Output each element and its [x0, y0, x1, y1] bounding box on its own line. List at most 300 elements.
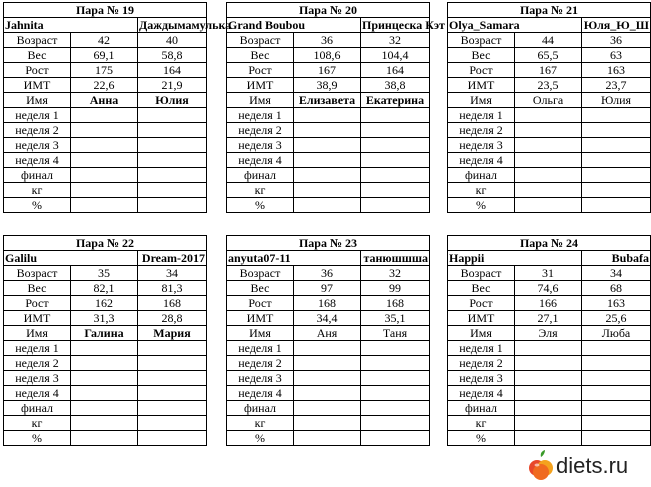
row-label: неделя 3 [227, 371, 294, 386]
row-label: % [227, 431, 294, 446]
row-label: ИМТ [4, 311, 71, 326]
row-weight [4, 281, 207, 296]
row-label: кг [448, 416, 515, 431]
value-cell-2 [138, 341, 207, 356]
name-1: Галина [71, 326, 138, 341]
value-1: 74,6 [515, 281, 582, 296]
value-cell-1 [294, 341, 361, 356]
row-label: неделя 2 [448, 356, 515, 371]
value-cell-1 [294, 138, 361, 153]
value-1: 22,6 [71, 78, 138, 93]
value-2: 25,6 [582, 311, 651, 326]
value-cell-2 [361, 153, 430, 168]
pair-table-4 [3, 235, 206, 446]
row-label: неделя 1 [448, 341, 515, 356]
value-1: 97 [294, 281, 361, 296]
row-label: ИМТ [448, 311, 515, 326]
value-cell-1 [515, 416, 582, 431]
value-1: 166 [515, 296, 582, 311]
row-label: ИМТ [448, 78, 515, 93]
nickname-1: Happii [448, 251, 582, 266]
row-label: неделя 2 [227, 123, 294, 138]
value-cell-1 [294, 431, 361, 446]
value-1: 108,6 [294, 48, 361, 63]
value-2: 34 [138, 266, 207, 281]
row-name [227, 93, 430, 108]
row-label: Имя [4, 93, 71, 108]
value-2: 164 [361, 63, 430, 78]
pair-grid [3, 235, 207, 446]
row-label: неделя 4 [4, 386, 71, 401]
row-label: Возраст [227, 33, 294, 48]
row-age [227, 33, 430, 48]
value-cell-1 [71, 183, 138, 198]
value-cell-1 [71, 153, 138, 168]
nickname-2: Юля_Ю_Ш [582, 18, 651, 33]
row-label: неделя 3 [448, 138, 515, 153]
row-label: неделя 1 [227, 341, 294, 356]
row-height [448, 296, 651, 311]
pair-title: Пара № 19 [4, 3, 207, 18]
row-label: Имя [448, 93, 515, 108]
row-bmi [4, 78, 207, 93]
value-1: 175 [71, 63, 138, 78]
row-height [4, 63, 207, 78]
row-kg [227, 183, 430, 198]
value-1: 168 [294, 296, 361, 311]
name-2: Таня [361, 326, 430, 341]
value-cell-1 [71, 416, 138, 431]
row-week4 [448, 386, 651, 401]
value-2: 168 [138, 296, 207, 311]
value-cell-2 [361, 198, 430, 213]
row-week4 [448, 153, 651, 168]
value-cell-2 [361, 168, 430, 183]
row-final [448, 401, 651, 416]
value-cell-2 [361, 416, 430, 431]
value-cell-2 [138, 123, 207, 138]
row-height [227, 296, 430, 311]
value-cell-2 [138, 138, 207, 153]
value-cell-1 [515, 108, 582, 123]
value-cell-1 [515, 123, 582, 138]
row-label: неделя 1 [4, 341, 71, 356]
name-1: Ольга [515, 93, 582, 108]
row-label: Имя [227, 326, 294, 341]
value-1: 27,1 [515, 311, 582, 326]
value-cell-2 [361, 123, 430, 138]
row-label: Вес [4, 48, 71, 63]
value-cell-2 [138, 416, 207, 431]
row-label: ИМТ [4, 78, 71, 93]
row-week1 [4, 108, 207, 123]
row-label: неделя 3 [4, 371, 71, 386]
value-cell-1 [294, 108, 361, 123]
value-cell-1 [515, 168, 582, 183]
value-cell-2 [361, 356, 430, 371]
row-week2 [448, 356, 651, 371]
value-cell-2 [138, 108, 207, 123]
row-age [448, 33, 651, 48]
row-label: неделя 1 [4, 108, 71, 123]
row-age [4, 266, 207, 281]
value-cell-2 [582, 168, 651, 183]
row-week1 [227, 341, 430, 356]
row-final [227, 168, 430, 183]
value-cell-1 [294, 401, 361, 416]
value-cell-1 [294, 198, 361, 213]
pair-title: Пара № 22 [4, 236, 207, 251]
value-1: 35 [71, 266, 138, 281]
row-label: Рост [227, 296, 294, 311]
value-cell-2 [582, 108, 651, 123]
row-height [227, 63, 430, 78]
value-cell-1 [294, 371, 361, 386]
value-cell-2 [582, 198, 651, 213]
value-2: 40 [138, 33, 207, 48]
row-pct [448, 198, 651, 213]
row-week1 [227, 108, 430, 123]
value-cell-1 [294, 416, 361, 431]
row-label: кг [448, 183, 515, 198]
row-final [448, 168, 651, 183]
value-cell-2 [582, 153, 651, 168]
row-label: Рост [448, 63, 515, 78]
row-label: неделя 4 [448, 153, 515, 168]
value-cell-2 [138, 371, 207, 386]
value-cell-1 [71, 123, 138, 138]
row-label: Возраст [448, 33, 515, 48]
row-age [448, 266, 651, 281]
value-cell-2 [138, 401, 207, 416]
value-2: 28,8 [138, 311, 207, 326]
value-2: 163 [582, 63, 651, 78]
row-label: Вес [227, 48, 294, 63]
value-cell-1 [515, 183, 582, 198]
row-label: неделя 4 [4, 153, 71, 168]
row-bmi [448, 78, 651, 93]
value-cell-1 [71, 431, 138, 446]
value-2: 32 [361, 266, 430, 281]
row-label: Вес [4, 281, 71, 296]
value-1: 167 [294, 63, 361, 78]
value-cell-2 [582, 401, 651, 416]
value-2: 104,4 [361, 48, 430, 63]
value-1: 34,4 [294, 311, 361, 326]
value-1: 38,9 [294, 78, 361, 93]
row-label: неделя 1 [448, 108, 515, 123]
value-2: 35,1 [361, 311, 430, 326]
value-cell-1 [515, 431, 582, 446]
value-2: 23,7 [582, 78, 651, 93]
nickname-1: Galilu [4, 251, 138, 266]
value-cell-2 [582, 416, 651, 431]
row-label: неделя 3 [448, 371, 515, 386]
value-cell-1 [71, 371, 138, 386]
pair-grid [447, 2, 651, 213]
row-label: Возраст [4, 33, 71, 48]
row-week2 [4, 123, 207, 138]
row-pct [4, 431, 207, 446]
row-label: % [4, 431, 71, 446]
value-1: 82,1 [71, 281, 138, 296]
row-week2 [227, 123, 430, 138]
value-cell-2 [361, 371, 430, 386]
row-final [4, 168, 207, 183]
value-2: 164 [138, 63, 207, 78]
value-1: 69,1 [71, 48, 138, 63]
row-kg [448, 416, 651, 431]
pair-grid [226, 235, 430, 446]
name-2: Люба [582, 326, 651, 341]
value-cell-1 [71, 356, 138, 371]
value-2: 81,3 [138, 281, 207, 296]
value-cell-1 [294, 183, 361, 198]
value-1: 36 [294, 266, 361, 281]
row-height [448, 63, 651, 78]
value-cell-1 [294, 386, 361, 401]
row-label: неделя 3 [227, 138, 294, 153]
pair-title: Пара № 21 [448, 3, 651, 18]
value-cell-1 [515, 153, 582, 168]
row-label: неделя 3 [4, 138, 71, 153]
pair-table-1 [3, 2, 232, 213]
row-label: неделя 2 [448, 123, 515, 138]
row-label: неделя 4 [227, 153, 294, 168]
value-2: 58,8 [138, 48, 207, 63]
value-cell-1 [515, 401, 582, 416]
row-age [227, 266, 430, 281]
value-cell-1 [515, 371, 582, 386]
row-week3 [448, 138, 651, 153]
name-1: Эля [515, 326, 582, 341]
row-label: кг [4, 416, 71, 431]
row-kg [4, 183, 207, 198]
row-pct [448, 431, 651, 446]
row-pct [4, 198, 207, 213]
row-label: финал [448, 401, 515, 416]
row-week2 [448, 123, 651, 138]
row-week1 [448, 108, 651, 123]
row-label: Вес [448, 48, 515, 63]
value-cell-1 [294, 153, 361, 168]
name-2: Мария [138, 326, 207, 341]
row-label: финал [227, 168, 294, 183]
row-pct [227, 431, 430, 446]
value-cell-1 [294, 356, 361, 371]
value-1: 36 [294, 33, 361, 48]
value-2: 63 [582, 48, 651, 63]
value-cell-1 [515, 198, 582, 213]
value-cell-1 [71, 198, 138, 213]
nickname-2: Принцеска Кэт [362, 18, 445, 32]
nickname-1: Olya_Samara [448, 18, 582, 33]
value-1: 23,5 [515, 78, 582, 93]
row-week2 [4, 356, 207, 371]
row-label: Имя [227, 93, 294, 108]
row-week1 [448, 341, 651, 356]
row-label: Рост [448, 296, 515, 311]
pair-table-6 [447, 235, 650, 446]
apple-icon [528, 450, 554, 482]
pair-grid [226, 2, 445, 213]
name-1: Аня [294, 326, 361, 341]
value-cell-2 [138, 386, 207, 401]
nickname-1: anyuta07-11 [227, 251, 361, 266]
row-label: Возраст [448, 266, 515, 281]
row-label: финал [227, 401, 294, 416]
value-cell-2 [138, 198, 207, 213]
value-cell-1 [71, 138, 138, 153]
row-weight [448, 281, 651, 296]
value-cell-2 [138, 168, 207, 183]
row-label: кг [227, 416, 294, 431]
value-1: 162 [71, 296, 138, 311]
name-2: Юлия [582, 93, 651, 108]
row-label: ИМТ [227, 311, 294, 326]
value-cell-2 [361, 138, 430, 153]
pair-table-2 [226, 2, 445, 213]
row-weight [4, 48, 207, 63]
value-2: 32 [361, 33, 430, 48]
value-2: 99 [361, 281, 430, 296]
value-cell-2 [361, 431, 430, 446]
row-bmi [227, 311, 430, 326]
row-name [227, 326, 430, 341]
row-final [4, 401, 207, 416]
nickname-2: Dream-2017 [138, 251, 207, 266]
nickname-2: танюшшша [361, 251, 430, 266]
row-weight [227, 281, 430, 296]
row-week4 [4, 386, 207, 401]
row-week4 [227, 386, 430, 401]
value-cell-1 [515, 386, 582, 401]
value-2: 38,8 [361, 78, 430, 93]
value-cell-1 [71, 401, 138, 416]
row-label: Вес [227, 281, 294, 296]
row-label: неделя 2 [4, 123, 71, 138]
value-cell-2 [138, 183, 207, 198]
value-2: 68 [582, 281, 651, 296]
value-2: 36 [582, 33, 651, 48]
row-label: неделя 1 [227, 108, 294, 123]
value-cell-1 [515, 341, 582, 356]
row-name [448, 326, 651, 341]
value-cell-2 [138, 153, 207, 168]
value-2: 21,9 [138, 78, 207, 93]
row-week2 [227, 356, 430, 371]
diets-logo [528, 446, 646, 484]
row-week3 [4, 138, 207, 153]
value-1: 31 [515, 266, 582, 281]
name-1: Елизавета [294, 93, 361, 108]
row-age [4, 33, 207, 48]
value-2: 34 [582, 266, 651, 281]
name-2: Екатерина [361, 93, 430, 108]
row-label: кг [4, 183, 71, 198]
pair-title: Пара № 20 [227, 3, 430, 18]
row-week4 [4, 153, 207, 168]
row-label: финал [4, 168, 71, 183]
value-cell-1 [71, 341, 138, 356]
row-label: неделя 2 [4, 356, 71, 371]
row-bmi [227, 78, 430, 93]
row-kg [448, 183, 651, 198]
value-2: 168 [361, 296, 430, 311]
value-cell-1 [294, 123, 361, 138]
value-cell-2 [361, 183, 430, 198]
value-cell-2 [582, 138, 651, 153]
row-bmi [448, 311, 651, 326]
row-label: % [448, 431, 515, 446]
row-label: Возраст [4, 266, 71, 281]
row-week3 [227, 138, 430, 153]
pair-grid [447, 235, 651, 446]
value-cell-2 [361, 341, 430, 356]
value-cell-2 [582, 431, 651, 446]
value-cell-2 [582, 371, 651, 386]
value-1: 65,5 [515, 48, 582, 63]
row-height [4, 296, 207, 311]
row-label: Имя [448, 326, 515, 341]
row-name [448, 93, 651, 108]
value-cell-2 [138, 356, 207, 371]
row-label: неделя 4 [227, 386, 294, 401]
pair-table-3 [447, 2, 650, 213]
value-1: 42 [71, 33, 138, 48]
row-kg [227, 416, 430, 431]
pair-table-5 [226, 235, 429, 446]
logo-text: diets.ru [556, 453, 629, 478]
row-name [4, 326, 207, 341]
row-week1 [4, 341, 207, 356]
row-label: Вес [448, 281, 515, 296]
row-label: Рост [4, 63, 71, 78]
value-cell-1 [71, 108, 138, 123]
value-1: 31,3 [71, 311, 138, 326]
row-week4 [227, 153, 430, 168]
value-cell-2 [361, 386, 430, 401]
value-cell-1 [515, 138, 582, 153]
value-1: 167 [515, 63, 582, 78]
value-cell-2 [582, 123, 651, 138]
value-cell-2 [582, 386, 651, 401]
row-label: неделя 2 [227, 356, 294, 371]
row-label: Рост [4, 296, 71, 311]
row-label: ИМТ [227, 78, 294, 93]
value-cell-2 [582, 356, 651, 371]
row-label: финал [448, 168, 515, 183]
row-label: % [4, 198, 71, 213]
row-label: Рост [227, 63, 294, 78]
name-1: Анна [71, 93, 138, 108]
nickname-1: Jahnita [4, 18, 138, 33]
row-label: Имя [4, 326, 71, 341]
row-label: % [448, 198, 515, 213]
row-weight [227, 48, 430, 63]
row-bmi [4, 311, 207, 326]
row-pct [227, 198, 430, 213]
row-label: Возраст [227, 266, 294, 281]
row-label: % [227, 198, 294, 213]
nickname-2: Даждымамулька [139, 18, 232, 32]
row-week3 [4, 371, 207, 386]
value-cell-1 [71, 386, 138, 401]
value-cell-2 [361, 401, 430, 416]
row-name [4, 93, 207, 108]
nickname-2: Bubafa [582, 251, 651, 266]
row-week3 [448, 371, 651, 386]
